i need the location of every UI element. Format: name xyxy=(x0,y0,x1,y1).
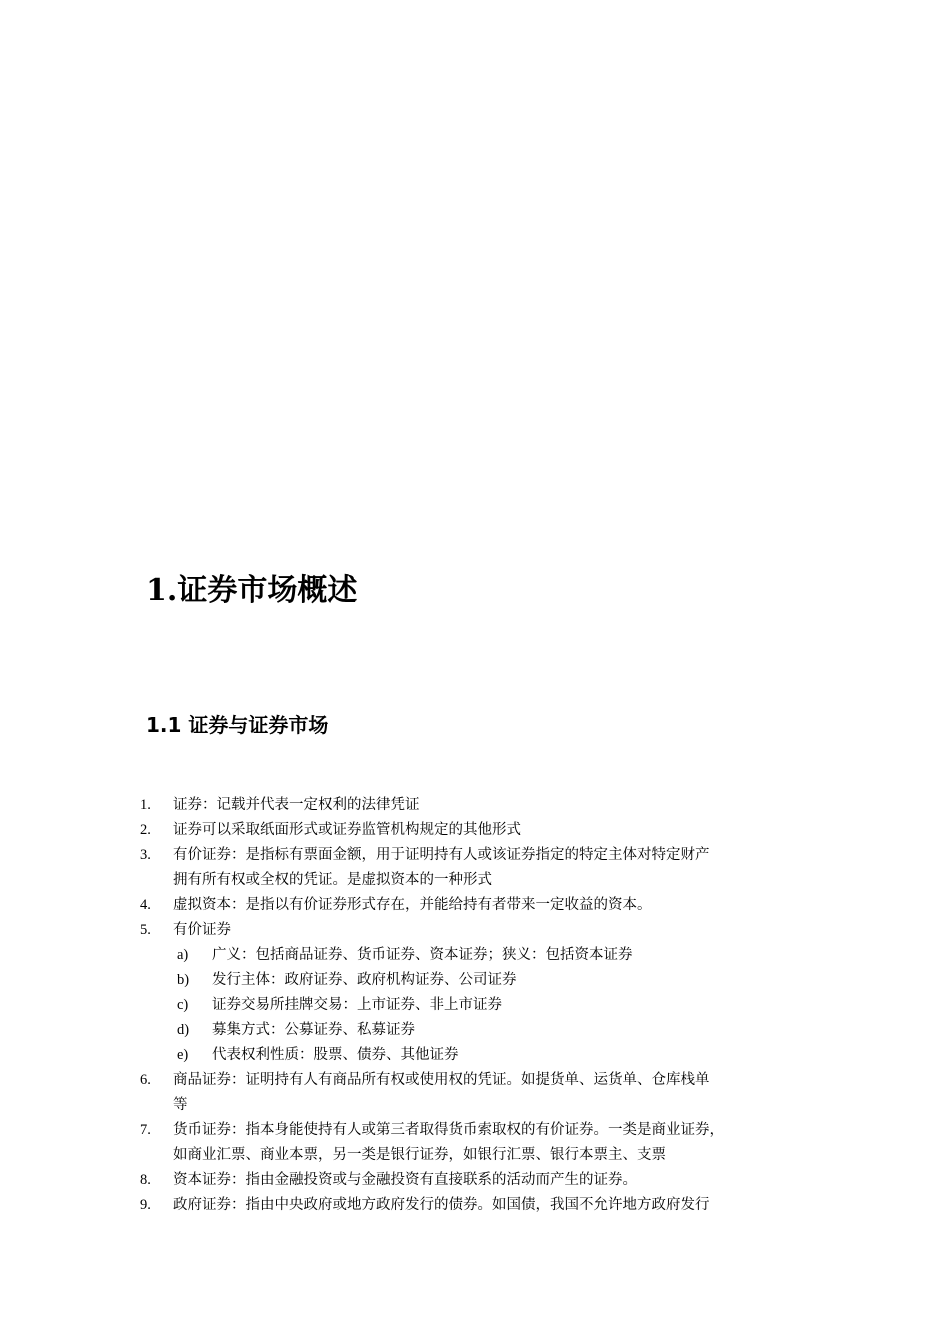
sub-list-item xyxy=(140,1018,830,1043)
section-title: 1.1 证券与证券市场 xyxy=(146,713,329,737)
definition-list xyxy=(140,793,830,1218)
list-item xyxy=(140,793,830,818)
list-text: 证券交易所挂牌交易：上市证券、非上市证券 xyxy=(212,997,502,1013)
chapter-title: 1.证券市场概述 xyxy=(146,573,358,608)
list-number: 9. xyxy=(140,1197,151,1213)
sub-list-item xyxy=(140,1043,830,1068)
list-number: 5. xyxy=(140,922,151,938)
list-text: 有价证券 xyxy=(173,922,231,938)
list-text: 代表权利性质：股票、债券、其他证券 xyxy=(212,1047,459,1063)
list-number: 2. xyxy=(140,822,151,838)
list-text: 虚拟资本：是指以有价证券形式存在，并能给持有者带来一定收益的资本。 xyxy=(173,897,652,913)
sub-list-item xyxy=(140,968,830,993)
list-item xyxy=(140,818,830,843)
list-number: 6. xyxy=(140,1072,151,1088)
list-text: 证券：记载并代表一定权利的法律凭证 xyxy=(173,797,420,813)
list-item xyxy=(140,1118,830,1168)
list-number: 7. xyxy=(140,1122,151,1138)
list-text: 发行主体：政府证券、政府机构证券、公司证券 xyxy=(212,972,517,988)
list-letter: a) xyxy=(177,947,189,963)
list-number: 3. xyxy=(140,847,151,863)
sub-list-item xyxy=(140,943,830,968)
list-text: 政府证券：指由中央政府或地方政府发行的债券。如国债，我国不允许地方政府发行 xyxy=(173,1197,710,1213)
list-number: 4. xyxy=(140,897,151,913)
list-item xyxy=(140,918,830,943)
list-item xyxy=(140,1168,830,1193)
list-text: 货币证券：指本身能使持有人或第三者取得货币索取权的有价证券。一类是商业证券， 如商业汇票、商业本票，另一类是银行证券，如银行汇票、银行本票主、支票 xyxy=(173,1122,724,1163)
list-letter: b) xyxy=(177,972,190,988)
list-text: 有价证券：是指标有票面金额，用于证明持有人或该证券指定的特定主体对特定财产 拥有所有权或全权的凭证。是虚拟资本的一种形式 xyxy=(173,847,710,888)
list-letter: c) xyxy=(177,997,189,1013)
list-text: 商品证券：证明持有人有商品所有权或使用权的凭证。如提货单、运货单、仓库栈单 等 xyxy=(173,1072,710,1113)
list-text: 资本证券：指由金融投资或与金融投资有直接联系的活动而产生的证券。 xyxy=(173,1172,637,1188)
list-text: 证券可以采取纸面形式或证券监管机构规定的其他形式 xyxy=(173,822,521,838)
list-item xyxy=(140,1068,830,1118)
list-letter: d) xyxy=(177,1022,190,1038)
list-text: 广义：包括商品证券、货币证券、资本证券；狭义：包括资本证券 xyxy=(212,947,633,963)
list-number: 8. xyxy=(140,1172,151,1188)
list-item xyxy=(140,1193,830,1218)
list-number: 1. xyxy=(140,797,151,813)
list-item xyxy=(140,893,830,918)
sub-list-item xyxy=(140,993,830,1018)
list-item xyxy=(140,843,830,893)
list-letter: e) xyxy=(177,1047,189,1063)
list-text: 募集方式：公募证券、私募证券 xyxy=(212,1022,415,1038)
